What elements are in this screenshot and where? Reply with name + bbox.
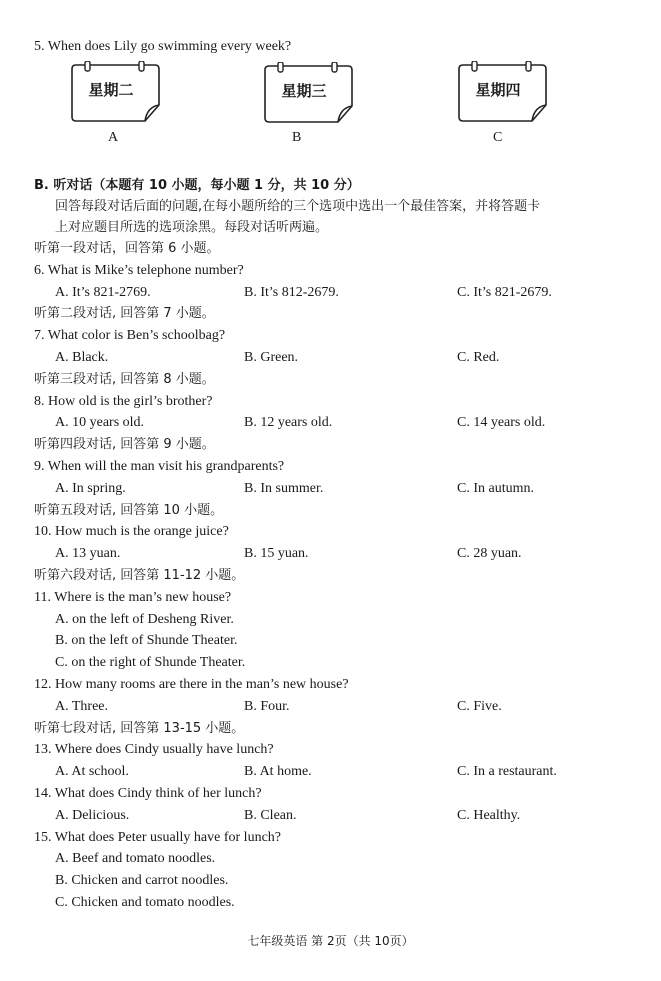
question-5: 5. When does Lily go swimming every week?	[34, 39, 292, 54]
answer-option-c: C. It’s 821-2679.	[457, 285, 552, 300]
answer-option-b: B. 15 yuan.	[244, 546, 309, 561]
question-text: 9. When will the man visit his grandparents?	[34, 459, 285, 474]
answer-option-b: B. Clean.	[244, 808, 297, 823]
calendar-day-text: 星期四	[475, 81, 521, 99]
listening-instruction: 听第三段对话, 回答第 8 小题。	[34, 372, 215, 387]
answer-option-a: A. Black.	[55, 350, 109, 365]
listening-instruction: 听第七段对话, 回答第 13-15 小题。	[34, 721, 245, 736]
answer-option-b: B. Four.	[244, 699, 290, 714]
answer-option: A. on the left of Desheng River.	[55, 612, 234, 627]
answer-option-b: B. In summer.	[244, 481, 324, 496]
question-text: 10. How much is the orange juice?	[34, 524, 229, 539]
question-text: 8. How old is the girl’s brother?	[34, 394, 213, 409]
question-text: 12. How many rooms are there in the man’s new house?	[34, 677, 349, 692]
option-label-c: C	[493, 130, 503, 145]
page-footer: 七年级英语 第 2页（共 10页）	[247, 934, 414, 948]
listening-instruction: 听第二段对话, 回答第 7 小题。	[34, 306, 215, 321]
question-text: 15. What does Peter usually have for lunch?	[34, 830, 282, 845]
answer-option-a: A. It’s 821-2769.	[55, 285, 151, 300]
answer-option-c: C. In autumn.	[457, 481, 534, 496]
answer-option-a: A. 13 yuan.	[55, 546, 121, 561]
answer-option-c: C. In a restaurant.	[457, 764, 557, 779]
answer-option-a: A. Three.	[55, 699, 108, 714]
answer-option: A. Beef and tomato noodles.	[55, 851, 216, 866]
answer-option-c: C. 14 years old.	[457, 415, 546, 430]
question-text: 13. Where does Cindy usually have lunch?	[34, 742, 274, 757]
answer-option-a: A. Delicious.	[55, 808, 130, 823]
answer-option-a: A. In spring.	[55, 481, 126, 496]
calendar-option-c	[456, 61, 548, 123]
answer-option-b: B. At home.	[244, 764, 312, 779]
question-text: 7. What color is Ben’s schoolbag?	[34, 328, 226, 343]
answer-option-c: C. Healthy.	[457, 808, 521, 823]
answer-option-b: B. Green.	[244, 350, 299, 365]
answer-option-c: C. Five.	[457, 699, 502, 714]
option-label-b: B	[292, 130, 302, 145]
listening-instruction: 听第一段对话，回答第 6 小题。	[34, 241, 220, 256]
listening-instruction: 听第五段对话, 回答第 10 小题。	[34, 503, 224, 518]
answer-option-c: C. Red.	[457, 350, 500, 365]
calendar-day-text: 星期三	[281, 82, 327, 100]
answer-option: C. Chicken and tomato noodles.	[55, 895, 235, 910]
answer-option: C. on the right of Shunde Theater.	[55, 655, 246, 670]
question-text: 11. Where is the man’s new house?	[34, 590, 232, 605]
answer-option-c: C. 28 yuan.	[457, 546, 522, 561]
answer-option: B. Chicken and carrot noodles.	[55, 873, 229, 888]
answer-option-b: B. 12 years old.	[244, 415, 333, 430]
question-text: 14. What does Cindy think of her lunch?	[34, 786, 262, 801]
section-b-instructions-line2: 上对应题目所选的选项涂黑。每段对话听两遍。	[55, 220, 329, 235]
question-text: 6. What is Mike’s telephone number?	[34, 263, 244, 278]
section-b-heading: B. 听对话（本题有 10 小题，每小题 1 分，共 10 分）	[34, 178, 360, 193]
answer-option-a: A. 10 years old.	[55, 415, 145, 430]
answer-option-a: A. At school.	[55, 764, 129, 779]
section-b-instructions-line1: 回答每段对话后面的问题,在每小题所给的三个选项中选出一个最佳答案，并将答题卡	[55, 199, 541, 214]
calendar-option-b	[262, 62, 354, 124]
answer-option: B. on the left of Shunde Theater.	[55, 633, 238, 648]
listening-instruction: 听第六段对话, 回答第 11-12 小题。	[34, 568, 245, 583]
answer-option-b: B. It’s 812-2679.	[244, 285, 339, 300]
listening-instruction: 听第四段对话, 回答第 9 小题。	[34, 437, 215, 452]
option-label-a: A	[108, 130, 119, 145]
calendar-option-a	[69, 61, 161, 123]
calendar-day-text: 星期二	[88, 81, 134, 99]
